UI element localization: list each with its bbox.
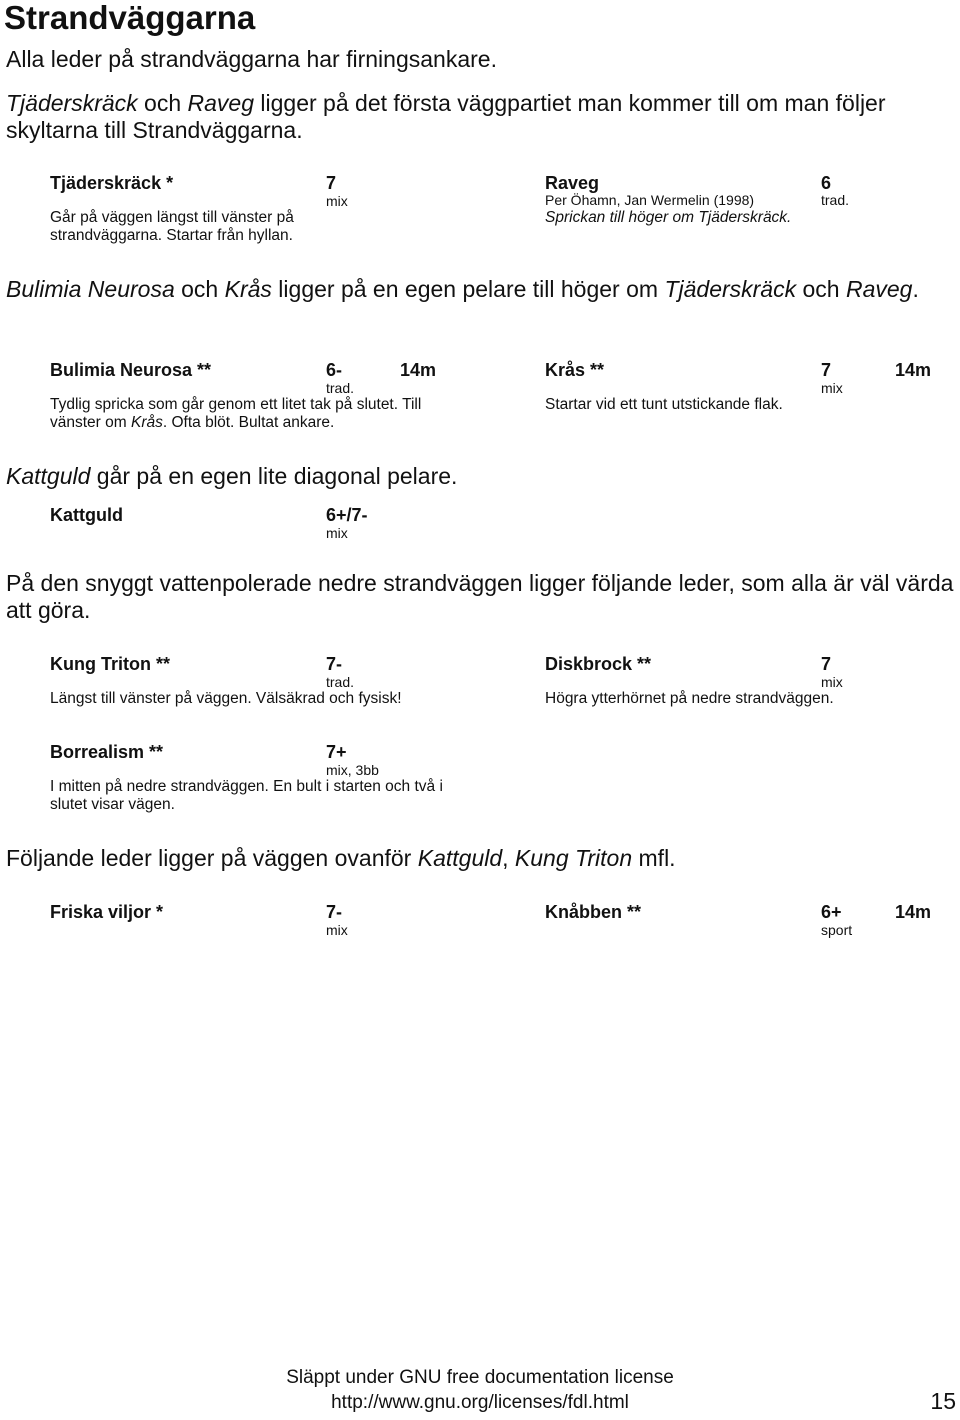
route-description: Tydlig spricka som går genom ett litet tak på slutet. Till vänster om Krås. Ofta blöt. Bultat ankare.: [50, 396, 422, 431]
route-name: Friska viljor *: [50, 902, 164, 922]
route-length: 14m: [400, 360, 437, 380]
route-description: I mitten på nedre strandväggen. En bult i starten och två i slutet visar vägen.: [50, 778, 443, 813]
route-grade: 7: [821, 654, 832, 674]
paragraph-bulimia: Bulimia Neurosa och Krås ligger på en egen pelare till höger om Tjäderskräck och Raveg.: [6, 276, 919, 302]
route-name: Krås **: [545, 360, 605, 380]
route-description: Startar vid ett tunt utstickande flak.: [545, 396, 783, 413]
footer-license: Släppt under GNU free documentation license: [286, 1367, 674, 1388]
route-description: Går på väggen längst till vänster på strandväggarna. Startar från hyllan.: [50, 209, 294, 244]
paragraph-kattguld: Kattguld går på en egen lite diagonal pelare.: [6, 463, 458, 489]
route-type: trad.: [326, 380, 355, 396]
route-author: Per Öhamn, Jan Wermelin (1998): [545, 192, 755, 208]
route-grade: 7: [326, 173, 337, 193]
route-name: Kattguld: [50, 505, 123, 525]
route-length: 14m: [895, 902, 932, 922]
route-name: Tjäderskräck *: [50, 173, 174, 193]
route-name: Knåbben **: [545, 902, 642, 922]
page-number: 15: [930, 1388, 956, 1414]
paragraph-ovanfor: Följande leder ligger på väggen ovanför Kattguld, Kung Triton mfl.: [6, 845, 676, 871]
route-type: mix: [821, 380, 843, 396]
intro-paragraph: Alla leder på strandväggarna har firningsankare.: [6, 46, 497, 72]
route-grade: 6+: [821, 902, 842, 922]
route-type: mix: [326, 922, 348, 938]
route-type: trad.: [821, 192, 850, 208]
route-type: mix, 3bb: [326, 762, 379, 778]
route-grade: 6+/7-: [326, 505, 368, 525]
route-description: Sprickan till höger om Tjäderskräck.: [545, 209, 792, 226]
route-length: 14m: [895, 360, 932, 380]
route-grade: 7+: [326, 742, 347, 762]
route-type: mix: [326, 193, 348, 209]
route-grade: 7-: [326, 902, 343, 922]
route-description: Högra ytterhörnet på nedre strandväggen.: [545, 690, 834, 707]
footer-url[interactable]: http://www.gnu.org/licenses/fdl.html: [331, 1392, 629, 1413]
route-name: Kung Triton **: [50, 654, 170, 674]
route-name: Borrealism **: [50, 742, 164, 762]
route-grade: 7-: [326, 654, 343, 674]
route-grade: 6-: [326, 360, 343, 380]
route-type: trad.: [326, 674, 355, 690]
route-description: Längst till vänster på väggen. Välsäkrad och fysisk!: [50, 690, 402, 707]
route-name: Bulimia Neurosa **: [50, 360, 212, 380]
paragraph-nedre-strandvaggen: På den snyggt vattenpolerade nedre strandväggen ligger följande leder, som alla är väl värda att göra.: [6, 570, 954, 623]
route-name: Diskbrock **: [545, 654, 652, 674]
page-title: Strandväggarna: [4, 0, 256, 36]
route-name: Raveg: [545, 173, 600, 193]
route-type: sport: [821, 922, 853, 938]
intro-paragraph-2: Tjäderskräck och Raveg ligger på det första väggpartiet man kommer till om man följer skyltarna till Strandväggarna.: [6, 90, 886, 143]
route-grade: 6: [821, 173, 832, 193]
route-type: mix: [821, 674, 843, 690]
route-grade: 7: [821, 360, 832, 380]
route-type: mix: [326, 525, 348, 541]
